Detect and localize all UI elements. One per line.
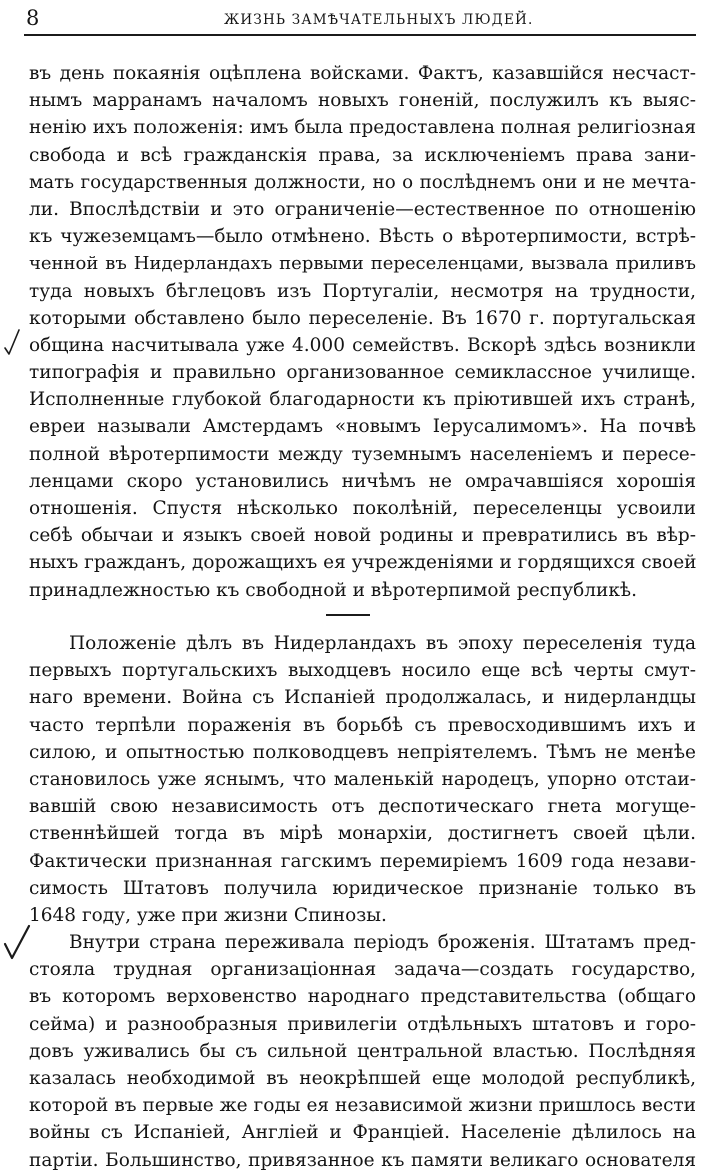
text-line: становилось уже яснымъ, что маленькій народецъ, упорно отстаи- [29, 768, 696, 790]
text-line: отношенія. Спустя нѣсколько поколѣній, переселенцы усвоили [29, 498, 696, 519]
text-line: Положеніе дѣлъ въ Нидерландахъ въ эпоху переселенія туда [69, 633, 696, 654]
text-line: партіи. Большинство, привязанное къ памяти великаго основателя [29, 1149, 696, 1171]
text-line: евреи называли Амстердамъ «новымъ Іерусалимомъ». На почвѣ [29, 416, 696, 438]
text-line: которой въ первые же годы ея независимой жизни пришлось вести [29, 1095, 696, 1117]
text-line: сейма) и разнообразныя привилегіи отдѣльныхъ штатовъ и горо- [29, 1013, 696, 1035]
check-mark-icon [4, 328, 20, 356]
text-line: казалась необходимой въ неокрѣпшей еще молодой республикѣ, [29, 1067, 696, 1089]
section-divider [326, 614, 370, 616]
text-line: 1648 году, уже при жизни Спинозы. [29, 904, 387, 926]
text-line: община насчитывала уже 4.000 семействъ. Вскорѣ здѣсь возникли [29, 334, 696, 356]
text-line: часто терпѣли пораженія въ борьбѣ съ превосходившимъ ихъ и [29, 714, 696, 736]
page-header [24, 4, 696, 36]
text-line: Исполненные глубокой благодарности къ пріютившей ихъ странѣ, [29, 389, 696, 411]
text-line: туда новыхъ бѣглецовъ изъ Португаліи, несмотря на трудности, [29, 280, 696, 302]
text-line: Внутри страна переживала періодъ броженія. Штатамъ пред- [69, 932, 696, 953]
text-line: наго времени. Война съ Испаніей продолжалась, и нидерландцы [29, 687, 696, 709]
running-title: ЖИЗНЬ ЗАМѢЧАТЕЛЬНЫХЪ ЛЮДЕЙ. [224, 12, 534, 28]
text-line: которыми обставлено было переселеніе. Въ 1670 г. португальская [29, 307, 696, 329]
text-line: силою, и опытностью полководцевъ непріятелемъ. Тѣмъ не менѣе [29, 741, 696, 763]
text-line: стояла трудная организаціонная задача—создать государство, [29, 959, 696, 981]
text-line: симость Штатовъ получила юридическое признаніе только въ [29, 877, 696, 899]
text-line: типографія и правильно организованное семиклассное училище. [29, 362, 696, 384]
page-number: 8 [26, 6, 40, 30]
text-line: ненію ихъ положенія: имъ была предоставлена полная религіозная [29, 117, 696, 139]
text-line: себѣ обычаи и языкъ своей новой родины и превратились въ вѣр- [29, 525, 696, 547]
text-line: ныхъ гражданъ, дорожащихъ ея учрежденіями и гордящихся своей [29, 552, 696, 574]
text-line: Фактически признанная гагскимъ перемиріемъ 1609 года незави- [29, 850, 696, 872]
text-line: полной вѣротерпимости между туземнымъ населеніемъ и пересе- [29, 443, 696, 465]
text-line: свобода и всѣ гражданскія права, за исключеніемъ права зани- [29, 144, 696, 166]
paragraph-1 [29, 60, 696, 604]
text-line: ственнѣйшей тогда въ мірѣ монархіи, достигнетъ своей цѣли. [29, 823, 696, 845]
text-line: ли. Впослѣдствіи и это ограниченіе—естественное по отношенію [29, 198, 696, 220]
check-mark-icon [2, 922, 32, 962]
text-line: первыхъ португальскихъ выходцевъ носило еще всѣ черты смут- [29, 660, 696, 682]
text-line: принадлежностью къ свободной и вѣротерпимой республикѣ. [29, 579, 637, 601]
paragraph-2 [29, 630, 696, 929]
text-line: нымъ марранамъ началомъ новыхъ гоненій, послужилъ къ выяс- [29, 90, 696, 112]
text-line: въ которомъ верховенство народнаго представительства (общаго [29, 986, 696, 1008]
text-line: въ день покаянія оцѣплена войсками. Фактъ, казавшійся несчаст- [29, 63, 696, 84]
text-line: ленцами скоро установились ничѣмъ не омрачавшіяся хорошія [29, 470, 696, 492]
text-line: мать государственныя должности, но о послѣднемъ они и не мечта- [29, 171, 696, 193]
text-line: войны съ Испаніей, Англіей и Франціей. Населеніе дѣлилось на [29, 1122, 696, 1144]
text-line: ченной въ Нидерландахъ первыми переселенцами, вызвала приливъ [29, 253, 696, 275]
text-line: довъ уживались бы съ сильной центральной властью. Послѣдняя [29, 1040, 696, 1062]
text-line: вавшій свою независимость отъ деспотическаго гнета могуще- [29, 796, 696, 818]
text-line: къ чужеземцамъ—было отмѣнено. Вѣсть о вѣротерпимости, встрѣ- [29, 226, 696, 248]
paragraph-3 [29, 929, 696, 1174]
